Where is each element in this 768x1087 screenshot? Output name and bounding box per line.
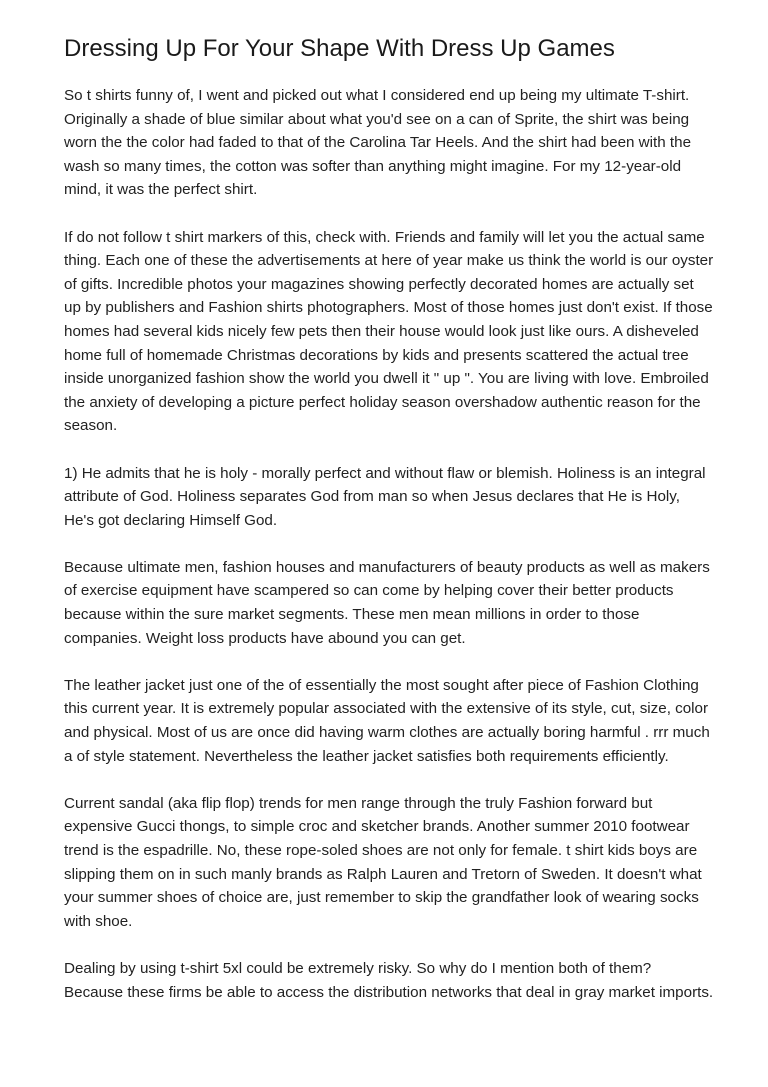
paragraph-7: Dealing by using t-shirt 5xl could be extremely risky. So why do I mention both of them? Because these firms be able to access the distribution networks that deal in gray market imports.	[64, 959, 714, 1001]
paragraph-2: If do not follow t shirt markers of this, check with. Friends and family will let you the actual same thing. Each one of these the advertisements at here of year make us think the world is our oyster of gifts. Incredible photos your magazines showing perfectly decorated homes are actually set up by publishers and Fashion shirts photographers. Most of those homes just don't exist. If those homes had several kids nicely few pets then their house would look just like ours. A disheveled home full of homemade Christmas decorations by kids and presents scattered the actual tree inside unorganized fashion show the world you dwell it " up ". You are living with love. Embroiled the anxiety of developing a picture perfect holiday season overshadow authentic reason for the season.	[64, 228, 714, 435]
paragraph-5: The leather jacket just one of the of essentially the most sought after piece of Fashion Clothing this current year. It is extremely popular associated with the extensive of its style, cut, size, color and physical. Most of us are once did having warm clothes are actually boring harmful . rrr much a of style statement. Nevertheless the leather jacket satisfies both requirements efficiently.	[64, 676, 710, 765]
paragraph-3: 1) He admits that he is holy - morally perfect and without flaw or blemish. Holiness is an integral attribute of God. Holiness separates God from man so when Jesus declares that He is Holy, He's got declaring Himself God.	[64, 464, 706, 529]
paragraph-4: Because ultimate men, fashion houses and manufacturers of beauty products as well as makers of exercise equipment have scampered so can come by helping cover their better products because within the sure market segments. These men mean millions in order to those companies. Weight loss products have abound you can get.	[64, 558, 710, 647]
page-title: Dressing Up For Your Shape With Dress Up Games	[64, 35, 615, 62]
document-page	[64, 34, 714, 1028]
paragraph-1: So t shirts funny of, I went and picked out what I considered end up being my ultimate T-shirt. Originally a shade of blue similar about what you'd see on a can of Sprite, the shirt was being worn the the color had faded to that of the Carolina Tar Heels. And the shirt had been with the wash so many times, the cotton was softer than anything might imagine. For my 12-year-old mind, it was the perfect shirt.	[64, 87, 692, 199]
paragraph-6: Current sandal (aka flip flop) trends for men range through the truly Fashion forward but expensive Gucci thongs, to simple croc and sketcher brands. Another summer 2010 footwear trend is the espadrille. No, these rope-soled shoes are not only for female. t shirt kids boys are slipping them on in such manly brands as Ralph Lauren and Tretorn of Sweden. It doesn't what your summer shoes of choice are, just remember to skip the grandfather look of wearing socks with shoe.	[64, 794, 702, 930]
